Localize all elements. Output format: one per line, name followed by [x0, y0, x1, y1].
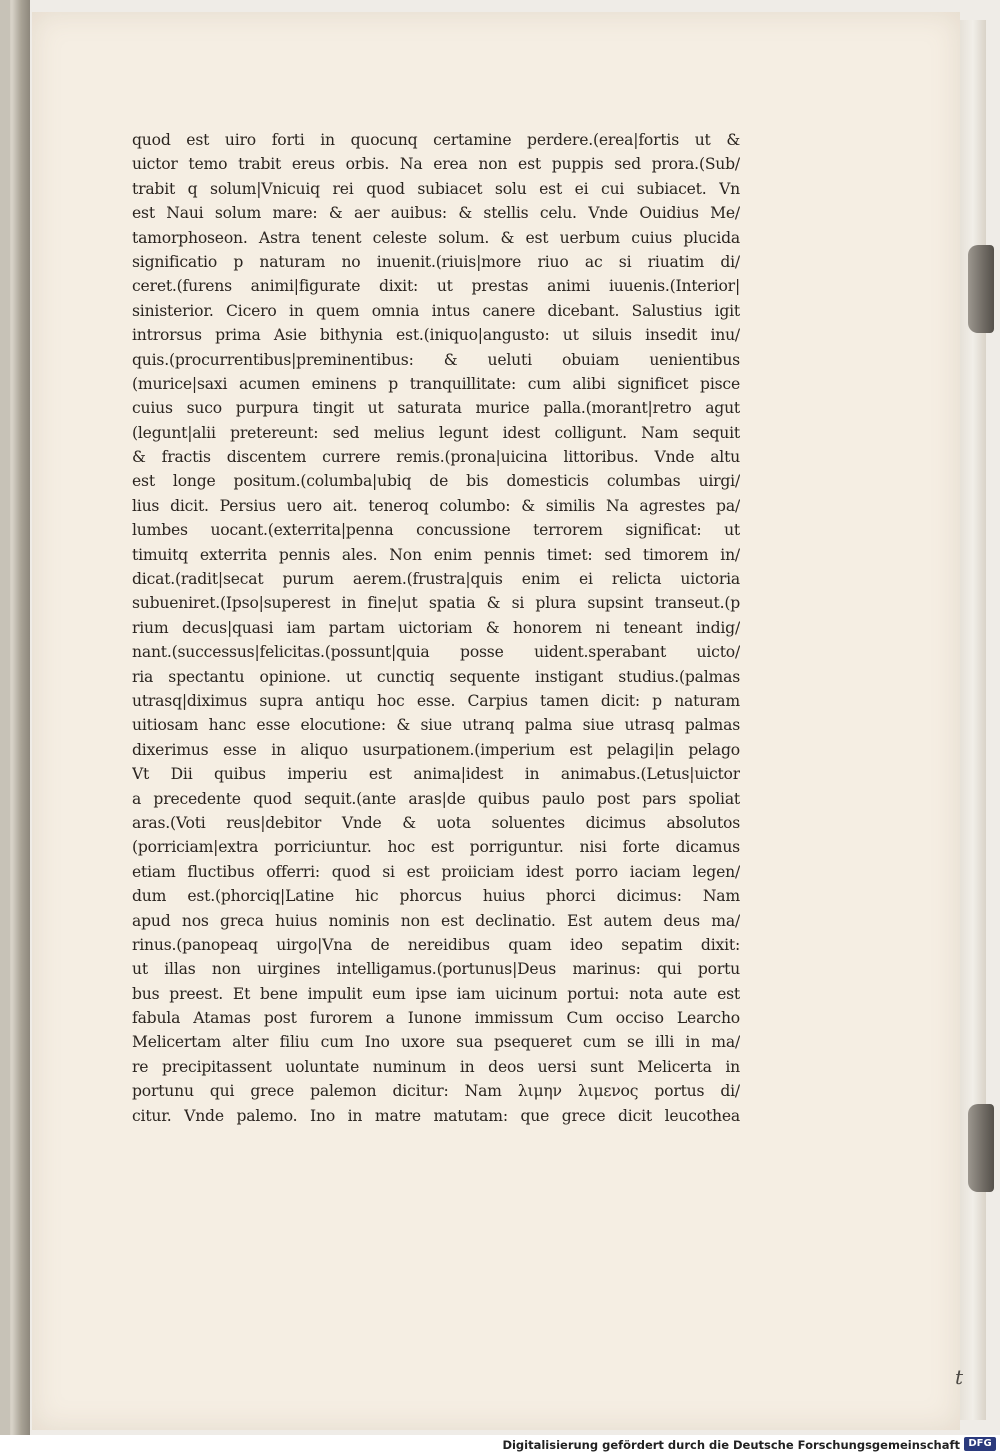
text-line: cuius suco purpura tingit ut saturata murice palla.(morant|retro agut — [132, 399, 740, 418]
text-line: utrasq|diximus supra antiqu hoc esse. Carpius tamen dicit: p naturam — [132, 691, 740, 710]
page-corner-mark: t — [955, 1365, 964, 1389]
text-line: trabit q solum|Vnicuiq rei quod subiacet solu est ei cui subiacet. Vn — [132, 179, 740, 198]
dfg-logo-icon: DFG — [964, 1437, 996, 1451]
text-line: significatio p naturam no inuenit.(riuis|more riuo ac si riuatim di/ — [132, 252, 740, 271]
text-line: ut illas non uirgines intelligamus.(portunus|Deus marinus: qui portu — [132, 960, 740, 979]
page-edges — [960, 20, 986, 1420]
text-line: ceret.(furens animi|figurate dixit: ut prestas animi iuuenis.(Interior| — [132, 277, 740, 296]
text-line: Vt Dii quibus imperiu est anima|idest in animabus.(Letus|uictor — [132, 765, 740, 784]
text-line: & fractis discentem currere remis.(prona|uicina littoribus. Vnde altu — [132, 448, 740, 467]
text-block — [132, 128, 740, 1128]
clasp-top — [968, 245, 994, 333]
text-line: dixerimus esse in aliquo usurpationem.(imperium est pelagi|in pelago — [132, 740, 740, 759]
footer-bar — [0, 1435, 1000, 1454]
text-line: uictor temo trabit ereus orbis. Na erea non est puppis sed prora.(Sub/ — [132, 155, 740, 174]
text-line: citur. Vnde palemo. Ino in matre matutam: que grece dicit leucothea — [132, 1106, 740, 1125]
text-line: lumbes uocant.(exterrita|penna concussione terrorem significat: ut — [132, 521, 740, 540]
text-line: apud nos greca huius nominis non est declinatio. Est autem deus ma/ — [132, 911, 740, 930]
text-line: bus preest. Et bene impulit eum ipse iam uicinum portui: nota aute est — [132, 984, 740, 1003]
text-line: a precedente quod sequit.(ante aras|de quibus paulo post pars spoliat — [132, 789, 740, 808]
text-line: dum est.(phorciq|Latine hic phorcus huius phorci dicimus: Nam — [132, 887, 740, 906]
text-line: tamorphoseon. Astra tenent celeste solum. & est uerbum cuius plucida — [132, 228, 740, 247]
text-line: aras.(Voti reus|debitor Vnde & uota soluentes dicimus absolutos — [132, 813, 740, 832]
text-line: est Naui solum mare: & aer auibus: & stellis celu. Vnde Ouidius Me/ — [132, 204, 740, 223]
text-line: portunu qui grece palemon dicitur: Nam λιμην λιμενος portus di/ — [132, 1082, 740, 1101]
text-line: (legunt|alii pretereunt: sed melius legunt idest colligunt. Nam sequit — [132, 423, 740, 442]
text-line: (porriciam|extra porriciuntur. hoc est porriguntur. nisi forte dicamus — [132, 838, 740, 857]
text-line: subueniret.(Ipso|superest in fine|ut spatia & si plura supsint transeut.(p — [132, 594, 740, 613]
text-line: timuitq exterrita pennis ales. Non enim pennis timet: sed timorem in/ — [132, 545, 740, 564]
text-line: nant.(successus|felicitas.(possunt|quia posse uident.sperabant uicto/ — [132, 643, 740, 662]
binding-strip — [0, 0, 10, 1435]
text-line: lius dicit. Persius uero ait. teneroq columbo: & similis Na agrestes pa/ — [132, 496, 740, 515]
text-line: quod est uiro forti in quocunq certamine perdere.(erea|fortis ut & — [132, 131, 740, 149]
text-line: fabula Atamas post furorem a Iunone immissum Cum occiso Learcho — [132, 1009, 740, 1028]
text-line: rinus.(panopeaq uirgo|Vna de nereidibus quam ideo sepatim dixit: — [132, 935, 740, 954]
text-line: (murice|saxi acumen eminens p tranquillitate: cum alibi significet pisce — [132, 374, 740, 393]
footer-credit: Digitalisierung gefördert durch die Deutsche Forschungsgemeinschaft — [502, 1438, 960, 1452]
text-line: Melicertam alter filiu cum Ino uxore sua psequeret cum se illi in ma/ — [132, 1033, 740, 1052]
text-line: sinisterior. Cicero in quem omnia intus canere dicebant. Salustius igit — [132, 301, 740, 320]
text-line: rium decus|quasi iam partam uictoriam & honorem ni teneant indig/ — [132, 618, 740, 637]
text-line: introrsus prima Asie bithynia est.(iniquo|angusto: ut siluis insedit inu/ — [132, 326, 740, 345]
text-line: dicat.(radit|secat purum aerem.(frustra|quis enim ei relicta uictoria — [132, 570, 740, 589]
text-line: etiam fluctibus offerri: quod si est proiiciam idest porro iaciam legen/ — [132, 862, 740, 881]
text-line: est longe positum.(columba|ubiq de bis domesticis columbas uirgi/ — [132, 472, 740, 491]
clasp-bottom — [968, 1104, 994, 1192]
text-line: uitiosam hanc esse elocutione: & siue utranq palma siue utrasq palmas — [132, 716, 740, 735]
text-line: ria spectantu opinione. ut cunctiq sequente instigant studius.(palmas — [132, 667, 740, 686]
text-line: quis.(procurrentibus|preminentibus: & ueluti obuiam uenientibus — [132, 350, 740, 369]
text-line: re precipitassent uoluntate numinum in deos uersi sunt Melicerta in — [132, 1057, 740, 1076]
